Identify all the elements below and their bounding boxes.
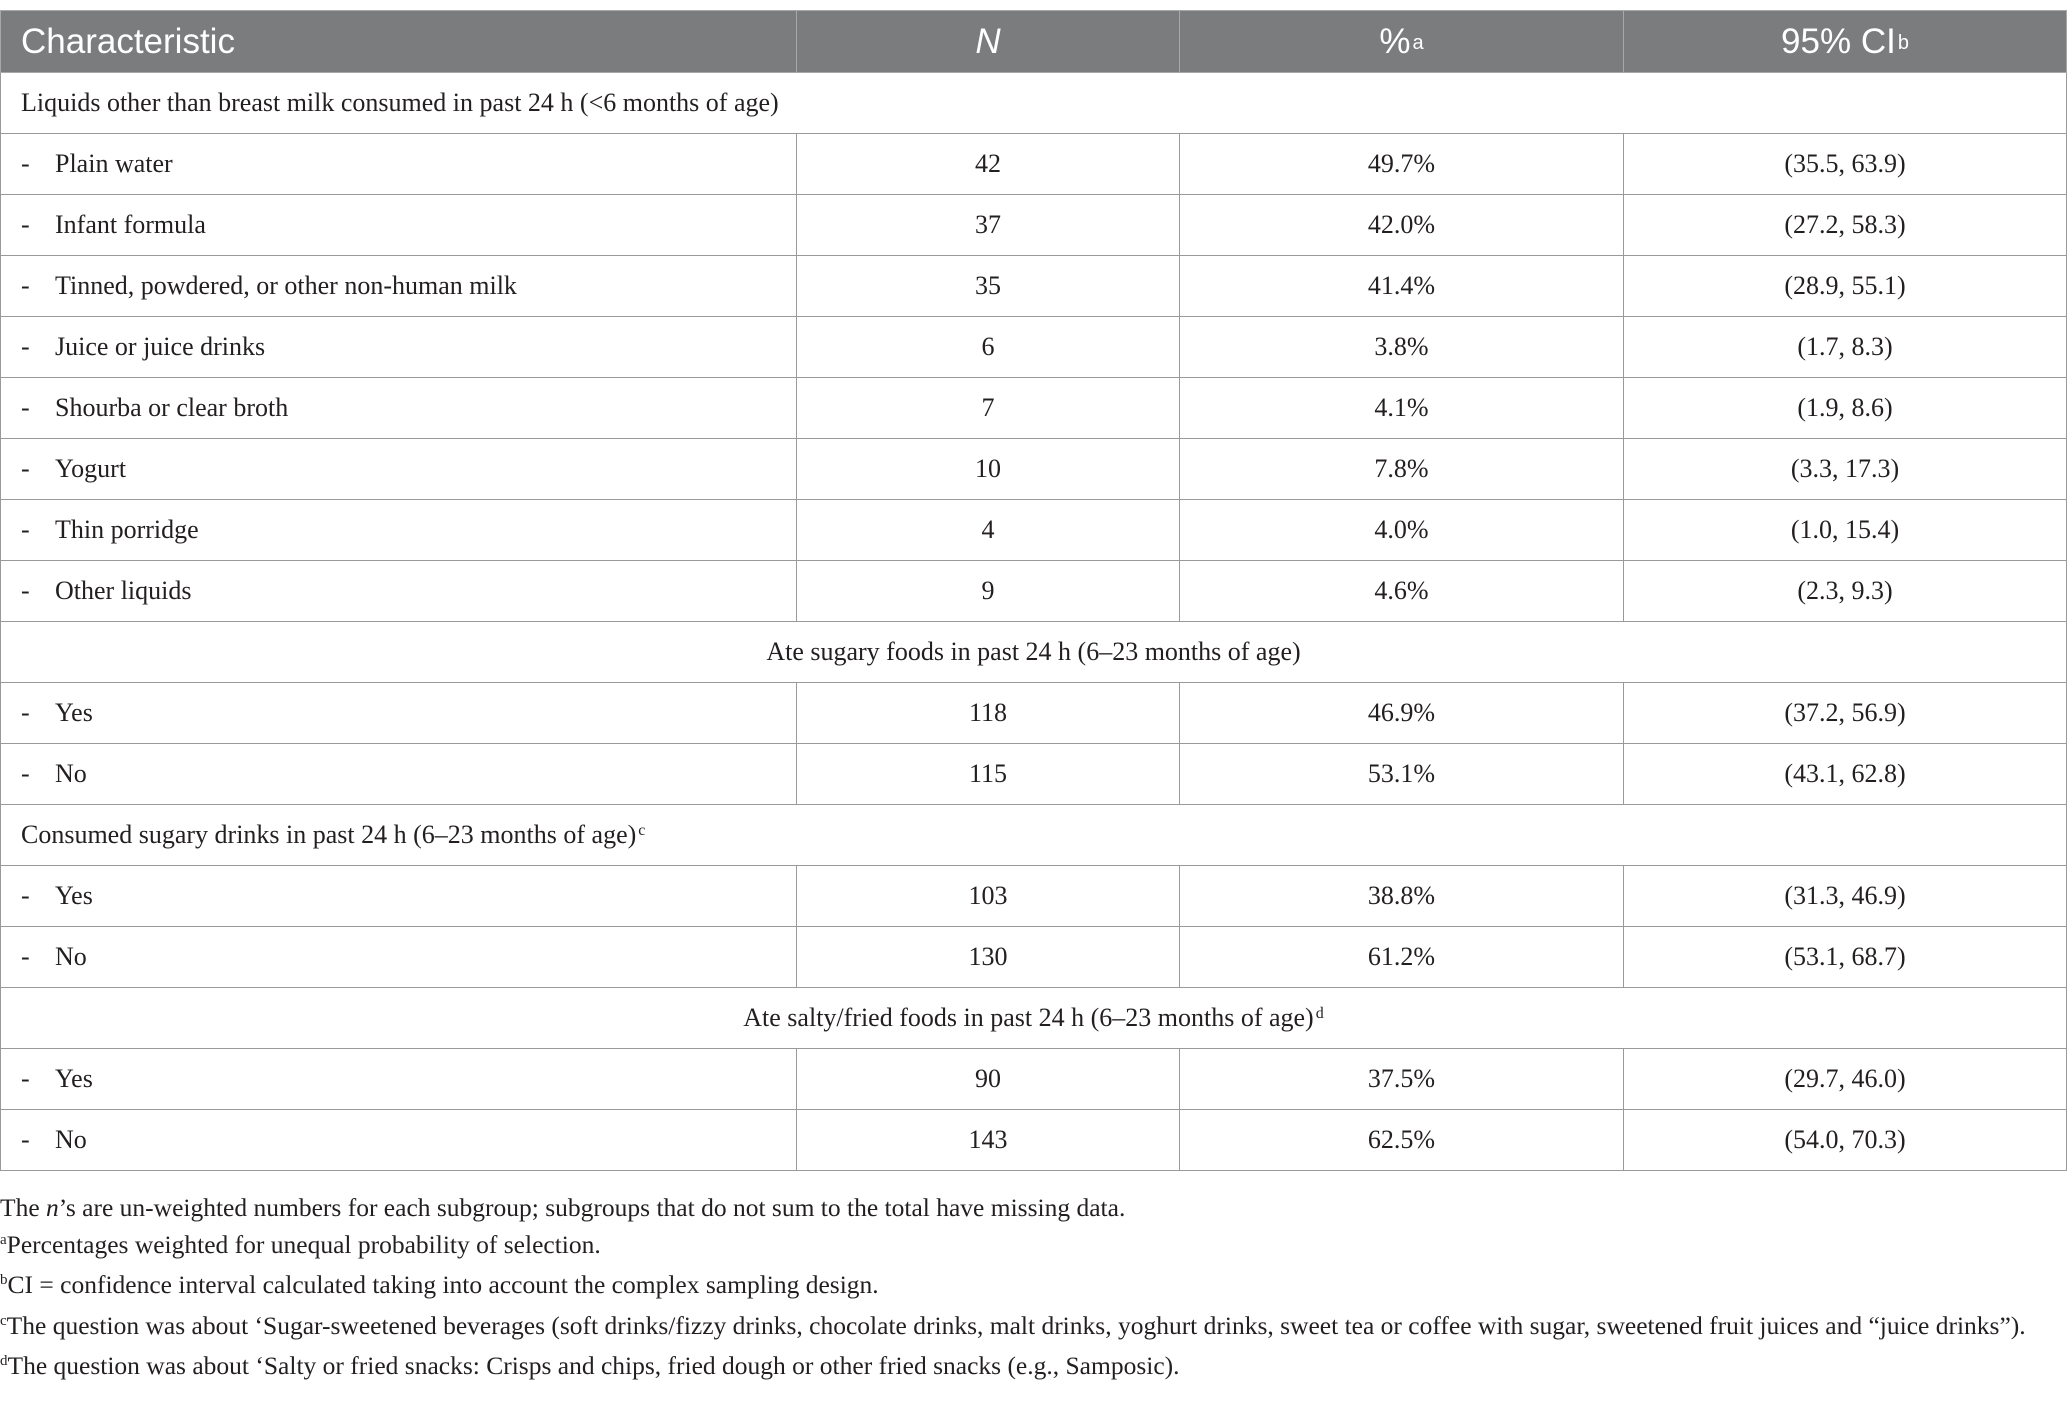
table-body [1, 73, 2067, 1171]
table-row [1, 927, 2067, 988]
row-n: 143 [797, 1110, 1180, 1171]
row-ci: (31.3, 46.9) [1624, 866, 2067, 927]
header-ci-footnote-mark: b [1897, 31, 1909, 54]
data-table [0, 10, 2067, 1171]
row-label: Other liquids [55, 576, 192, 605]
row-label: Thin porridge [55, 515, 199, 544]
table-row [1, 317, 2067, 378]
row-n: 9 [797, 561, 1180, 622]
row-label: Tinned, powdered, or other non-human milk [55, 271, 517, 300]
footnote-d: $^d$The question was about ‘Salty or fried snacks: Crisps and chips, fried dough or other fried snacks (e.g., Samposic). [0, 1351, 1180, 1381]
row-n: 6 [797, 317, 1180, 378]
row-n: 130 [797, 927, 1180, 988]
list-dash: - [21, 881, 30, 910]
row-label-cell [1, 561, 797, 622]
row-ci: (27.2, 58.3) [1624, 195, 2067, 256]
row-label-cell [1, 317, 797, 378]
table-row [1, 561, 2067, 622]
header-row [1, 11, 2067, 73]
row-ci: (54.0, 70.3) [1624, 1110, 2067, 1171]
row-percent: 46.9% [1180, 683, 1624, 744]
list-dash: - [21, 149, 30, 178]
header-ci: 95% CI $^b$ [1624, 11, 2067, 73]
row-n: 90 [797, 1049, 1180, 1110]
row-label: No [55, 942, 87, 971]
row-label-cell [1, 1049, 797, 1110]
row-ci: (35.5, 63.9) [1624, 134, 2067, 195]
row-label-cell [1, 195, 797, 256]
header-percent: % $^a$ [1180, 11, 1624, 73]
list-dash: - [21, 942, 30, 971]
row-label: No [55, 1125, 87, 1154]
table-row [1, 683, 2067, 744]
row-ci: (2.3, 9.3) [1624, 561, 2067, 622]
row-ci: (1.7, 8.3) [1624, 317, 2067, 378]
row-label-cell [1, 134, 797, 195]
row-label: Yogurt [55, 454, 127, 483]
row-ci: (43.1, 62.8) [1624, 744, 2067, 805]
header-percent-footnote-mark: a [1412, 31, 1424, 54]
row-label: Yes [55, 1064, 93, 1093]
table-header [1, 11, 2067, 73]
row-label: Shourba or clear broth [55, 393, 289, 422]
list-dash: - [21, 454, 30, 483]
section-title [1, 622, 2067, 683]
table-row [1, 256, 2067, 317]
header-characteristic: Characteristic [1, 11, 797, 73]
footnote-b: $^b$CI = confidence interval calculated taking into account the complex sampling design. [0, 1270, 879, 1300]
section-footnote-mark: d [1315, 1005, 1324, 1022]
header-n: N [797, 11, 1180, 73]
footnote-a: $^a$Percentages weighted for unequal probability of selection. [0, 1229, 601, 1259]
row-percent: 61.2% [1180, 927, 1624, 988]
row-label-cell [1, 439, 797, 500]
row-percent: 53.1% [1180, 744, 1624, 805]
list-dash: - [21, 698, 30, 727]
section-title-text: Ate sugary foods in past 24 h (6–23 months of age) [766, 637, 1301, 666]
row-label-cell [1, 256, 797, 317]
footnote-intro: The n’s are un-weighted numbers for each subgroup; subgroups that do not sum to the total have missing data. [0, 1193, 1126, 1222]
table-row [1, 439, 2067, 500]
table-row [1, 1049, 2067, 1110]
row-label: Juice or juice drinks [55, 332, 266, 361]
row-percent: 4.1% [1180, 378, 1624, 439]
row-label-cell [1, 683, 797, 744]
row-n: 115 [797, 744, 1180, 805]
row-percent: 37.5% [1180, 1049, 1624, 1110]
row-percent: 49.7% [1180, 134, 1624, 195]
row-percent: 4.6% [1180, 561, 1624, 622]
row-label-cell [1, 500, 797, 561]
row-percent: 7.8% [1180, 439, 1624, 500]
row-label-cell [1, 1110, 797, 1171]
row-n: 35 [797, 256, 1180, 317]
row-label: Infant formula [55, 210, 206, 239]
row-percent: 41.4% [1180, 256, 1624, 317]
table-row [1, 866, 2067, 927]
table-row [1, 500, 2067, 561]
section-row [1, 805, 2067, 866]
row-label-cell [1, 927, 797, 988]
row-n: 7 [797, 378, 1180, 439]
section-title-text: Consumed sugary drinks in past 24 h (6–23 months of age) [21, 820, 637, 849]
section-row [1, 73, 2067, 134]
list-dash: - [21, 332, 30, 361]
section-footnote-mark: c [638, 822, 646, 839]
row-ci: (1.0, 15.4) [1624, 500, 2067, 561]
row-n: 37 [797, 195, 1180, 256]
row-ci: (3.3, 17.3) [1624, 439, 2067, 500]
list-dash: - [21, 393, 30, 422]
row-percent: 4.0% [1180, 500, 1624, 561]
section-title-text: Ate salty/fried foods in past 24 h (6–23 months of age) [743, 1003, 1314, 1032]
row-ci: (29.7, 46.0) [1624, 1049, 2067, 1110]
row-ci: (1.9, 8.6) [1624, 378, 2067, 439]
row-label-cell [1, 378, 797, 439]
row-n: 4 [797, 500, 1180, 561]
row-n: 118 [797, 683, 1180, 744]
row-n: 10 [797, 439, 1180, 500]
section-title [1, 73, 2067, 134]
row-ci: (28.9, 55.1) [1624, 256, 2067, 317]
row-percent: 3.8% [1180, 317, 1624, 378]
section-row [1, 622, 2067, 683]
section-title-text: Liquids other than breast milk consumed in past 24 h (<6 months of age) [21, 88, 779, 117]
table-footnotes [0, 1190, 2050, 1389]
table-row [1, 744, 2067, 805]
row-label: Plain water [55, 149, 173, 178]
row-label: No [55, 759, 87, 788]
section-title [1, 805, 2067, 866]
table-row [1, 1110, 2067, 1171]
table-row [1, 378, 2067, 439]
footnote-c: $^c$The question was about ‘Sugar-sweetened beverages (soft drinks/fizzy drinks, chocolate drinks, malt drinks, yoghurt drinks, sweet tea or coffee with sugar, sweetened fruit juices and “juice drinks”). [0, 1310, 2026, 1340]
section-row [1, 988, 2067, 1049]
row-label-cell [1, 744, 797, 805]
row-percent: 38.8% [1180, 866, 1624, 927]
list-dash: - [21, 759, 30, 788]
list-dash: - [21, 210, 30, 239]
row-label: Yes [55, 881, 93, 910]
row-n: 103 [797, 866, 1180, 927]
row-ci: (37.2, 56.9) [1624, 683, 2067, 744]
list-dash: - [21, 1125, 30, 1154]
row-ci: (53.1, 68.7) [1624, 927, 2067, 988]
row-percent: 62.5% [1180, 1110, 1624, 1171]
list-dash: - [21, 271, 30, 300]
row-label-cell [1, 866, 797, 927]
list-dash: - [21, 515, 30, 544]
section-title [1, 988, 2067, 1049]
row-n: 42 [797, 134, 1180, 195]
row-percent: 42.0% [1180, 195, 1624, 256]
list-dash: - [21, 576, 30, 605]
table-row [1, 195, 2067, 256]
row-label: Yes [55, 698, 93, 727]
list-dash: - [21, 1064, 30, 1093]
table-row [1, 134, 2067, 195]
